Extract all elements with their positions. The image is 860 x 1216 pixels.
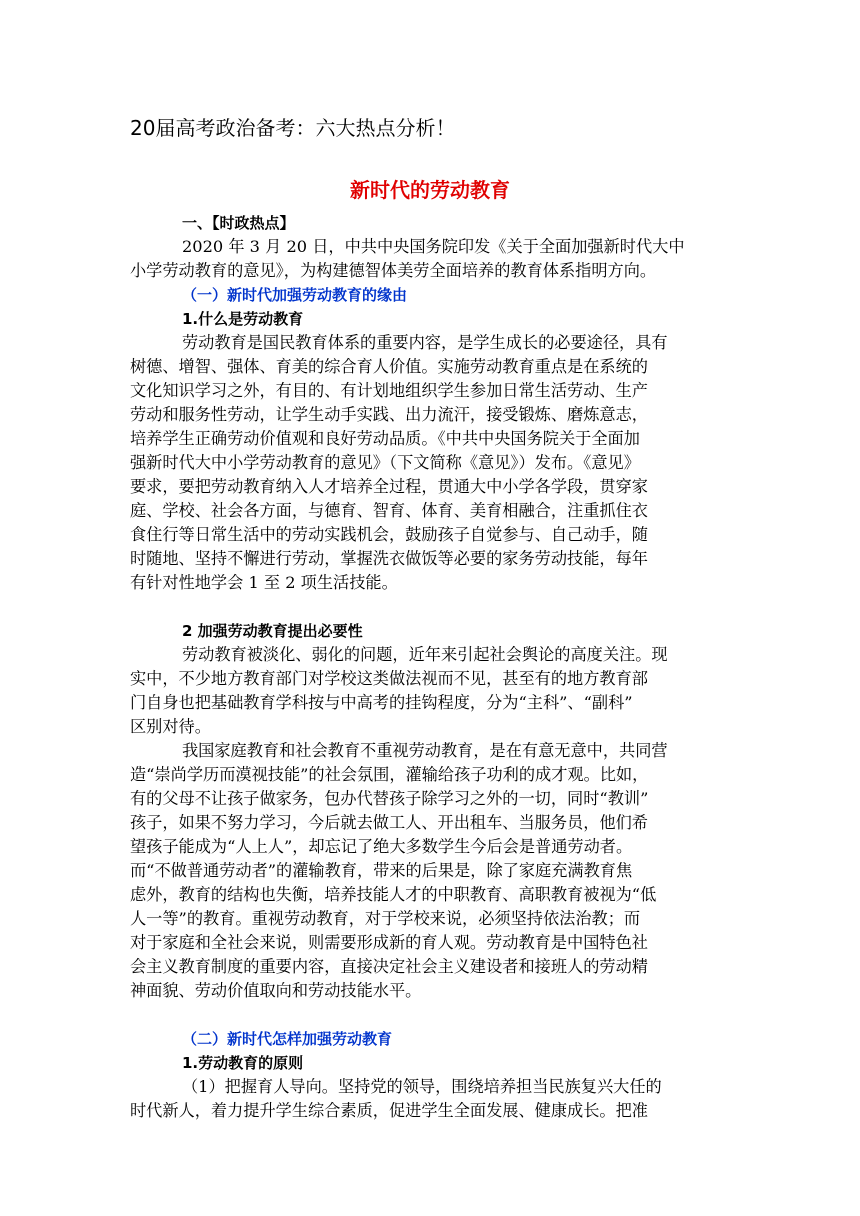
heading-line: （一）新时代加强劳动教育的缘由 — [182, 286, 408, 304]
paragraph-line: 庭、学校、社会各方面，与德育、智育、体育、美育相融合，注重抓住衣 — [130, 501, 648, 520]
section-title: 新时代的劳动教育 — [350, 178, 510, 202]
paragraph-line: 劳动教育被淡化、弱化的问题，近年来引起社会舆论的高度关注。现 — [182, 645, 668, 664]
paragraph-line: 强新时代大中小学劳动教育的意见》（下文简称《意见》）发布。《意见》 — [130, 453, 640, 472]
paragraph-line: 食住行等日常生活中的劳动实践机会，鼓励孩子自觉参与、自己动手，随 — [130, 525, 648, 544]
document-title: 20届高考政治备考：六大热点分析！ — [130, 116, 456, 140]
paragraph-line: 对于家庭和全社会来说，则需要形成新的育人观。劳动教育是中国特色社 — [130, 933, 648, 952]
paragraph-line: 门自身也把基础教育学科按与中高考的挂钩程度，分为“主科”、“副科” — [130, 693, 633, 712]
paragraph-line: 时代新人，着力提升学生综合素质，促进学生全面发展、健康成长。把准 — [130, 1101, 648, 1120]
paragraph-line: 文化知识学习之外，有目的、有计划地组织学生参加日常生活劳动、生产 — [130, 381, 648, 400]
heading-line: 2 加强劳动教育提出必要性 — [182, 622, 363, 640]
heading-line: （二）新时代怎样加强劳动教育 — [182, 1030, 393, 1048]
paragraph-line: 人一等”的教育。重视劳动教育，对于学校来说，必须坚持依法治教；而 — [130, 909, 641, 928]
paragraph-line: 培养学生正确劳动价值观和良好劳动品质。《中共中央国务院关于全面加 — [130, 429, 640, 448]
heading-line: 1.什么是劳动教育 — [182, 310, 304, 328]
paragraph-line: 我国家庭教育和社会教育不重视劳动教育，是在有意无意中，共同营 — [182, 741, 668, 760]
paragraph-line: 劳动和服务性劳动，让学生动手实践、出力流汗，接受锻炼、磨炼意志， — [130, 405, 648, 424]
paragraph-line: 望孩子能成为“人上人”，却忘记了绝大多数学生今后会是普通劳动者。 — [130, 837, 633, 856]
paragraph-line: 2020 年 3 月 20 日，中共中央国务院印发《关于全面加强新时代大中 — [182, 237, 685, 256]
paragraph-line: 时随地、坚持不懈进行劳动，掌握洗衣做饭等必要的家务劳动技能，每年 — [130, 549, 648, 568]
paragraph-line: 会主义教育制度的重要内容，直接决定社会主义建设者和接班人的劳动精 — [130, 957, 648, 976]
paragraph-line: 神面貌、劳动价值取向和劳动技能水平。 — [130, 981, 422, 1000]
paragraph-line: 有针对性地学会 1 至 2 项生活技能。 — [130, 573, 398, 592]
paragraph-line: 实中，不少地方教育部门对学校这类做法视而不见，甚至有的地方教育部 — [130, 669, 648, 688]
paragraph-line: 孩子，如果不努力学习，今后就去做工人、开出租车、当服务员，他们希 — [130, 813, 648, 832]
paragraph-line: 树德、增智、强体、育美的综合育人价值。实施劳动教育重点是在系统的 — [130, 357, 648, 376]
paragraph-line: 有的父母不让孩子做家务，包办代替孩子除学习之外的一切，同时“教训” — [130, 789, 649, 808]
paragraph-line: 虑外，教育的结构也失衡，培养技能人才的中职教育、高职教育被视为“低 — [130, 885, 657, 904]
heading-line: 1.劳动教育的原则 — [182, 1054, 304, 1072]
paragraph-line: 造“崇尚学历而漠视技能”的社会氛围，灌输给孩子功利的成才观。比如， — [130, 765, 649, 784]
paragraph-line: 要求，要把劳动教育纳入人才培养全过程，贯通大中小学各学段，贯穿家 — [130, 477, 648, 496]
paragraph-line: （1）把握育人导向。坚持党的领导，围绕培养担当民族复兴大任的 — [182, 1077, 662, 1096]
paragraph-line: 劳动教育是国民教育体系的重要内容，是学生成长的必要途径，具有 — [182, 333, 668, 352]
heading-line: 一、【时政热点】 — [182, 214, 295, 232]
paragraph-line: 小学劳动教育的意见》，为构建德智体美劳全面培养的教育体系指明方向。 — [130, 261, 657, 280]
paragraph-line: 而“不做普通劳动者”的灌输教育，带来的后果是，除了家庭充满教育焦 — [130, 861, 633, 880]
paragraph-line: 区别对待。 — [130, 717, 211, 736]
